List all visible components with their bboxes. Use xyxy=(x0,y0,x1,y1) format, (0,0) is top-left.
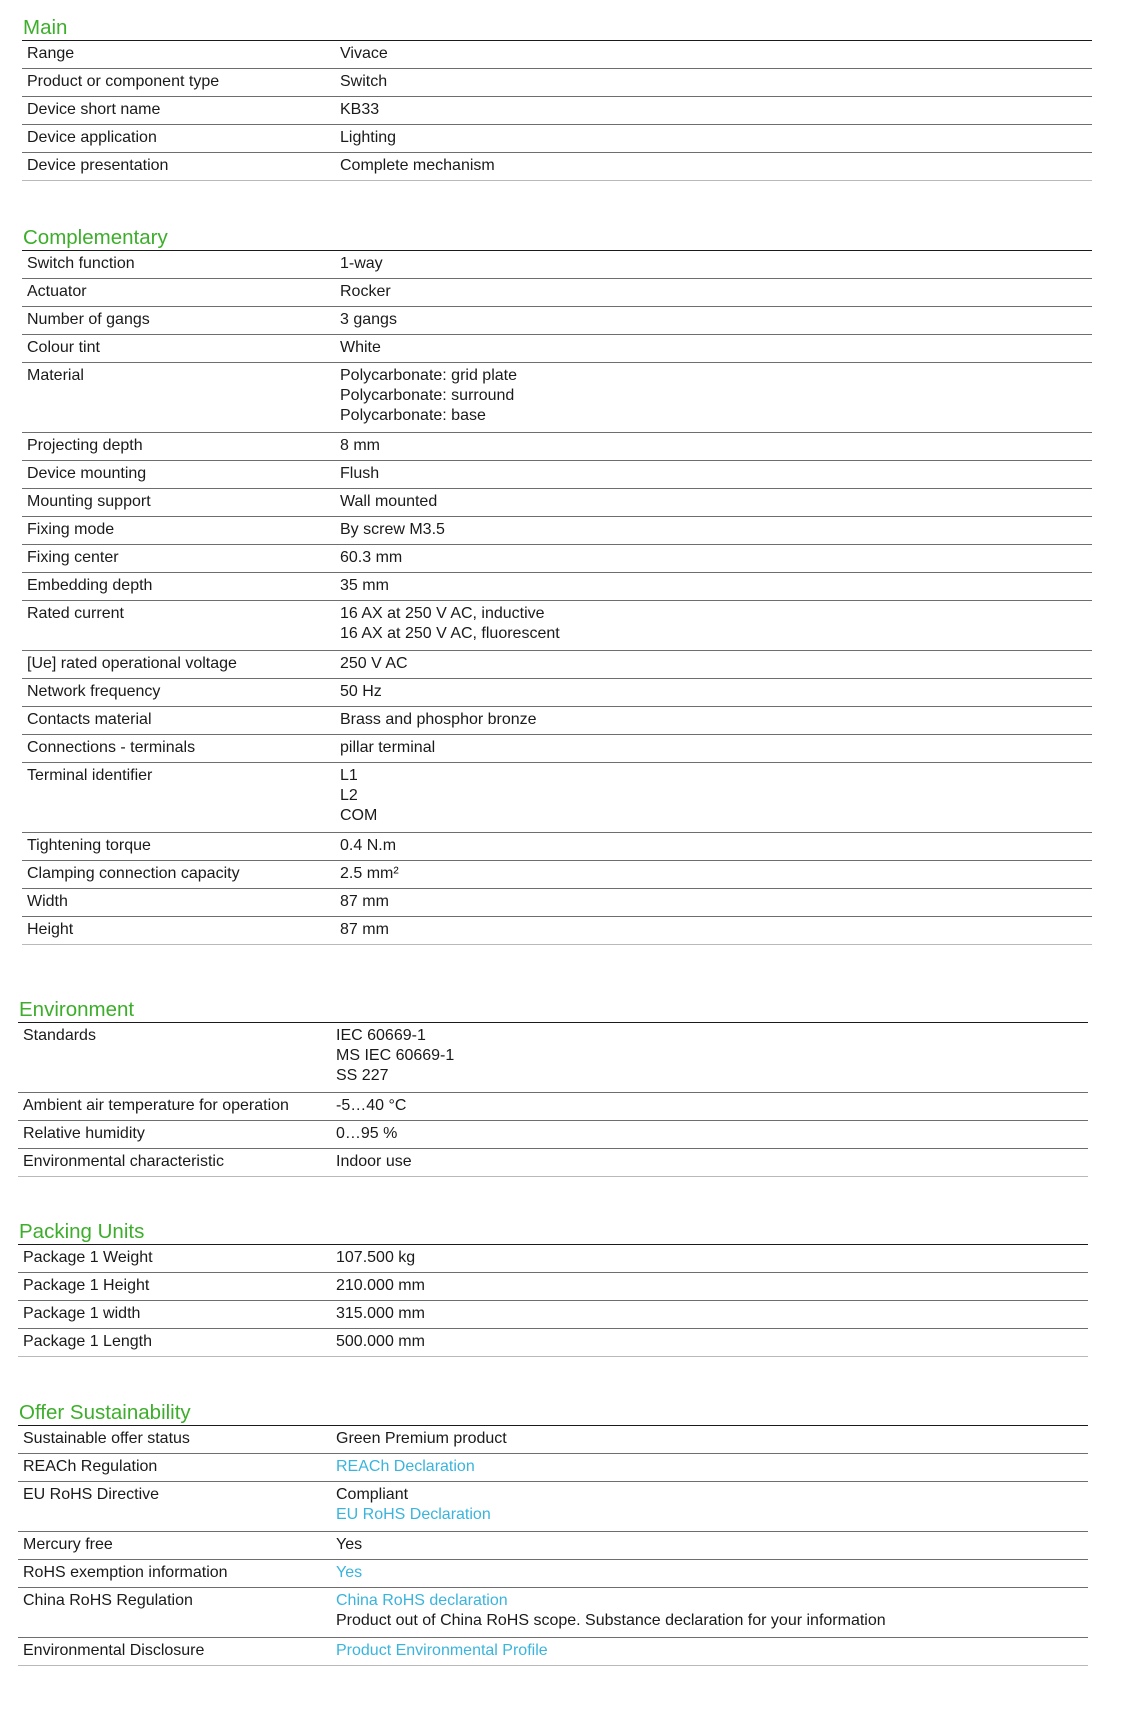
spec-value-text: pillar terminal xyxy=(340,739,436,756)
spec-table xyxy=(22,250,1092,945)
spec-value-text: Indoor use xyxy=(336,1153,412,1170)
spec-value-text: 210.000 mm xyxy=(336,1277,425,1294)
spec-row xyxy=(22,433,1092,461)
spec-value-text: Polycarbonate: grid plate xyxy=(340,367,517,384)
spec-row xyxy=(18,1121,1088,1149)
spec-label: Package 1 Length xyxy=(23,1333,152,1350)
spec-row xyxy=(18,1532,1088,1560)
spec-row xyxy=(22,517,1092,545)
spec-row xyxy=(22,601,1092,651)
spec-value-text: COM xyxy=(340,807,378,824)
spec-value-text: MS IEC 60669-1 xyxy=(336,1047,455,1064)
spec-row xyxy=(18,1638,1088,1666)
spec-value-link[interactable]: EU RoHS Declaration xyxy=(336,1506,491,1523)
spec-value xyxy=(340,461,1092,488)
spec-row xyxy=(18,1301,1088,1329)
section-title: Offer Sustainability xyxy=(19,1401,191,1424)
spec-row xyxy=(18,1329,1088,1357)
spec-value-link[interactable]: Yes xyxy=(336,1564,363,1581)
spec-row xyxy=(18,1560,1088,1588)
spec-label: Network frequency xyxy=(27,683,161,700)
section-title: Environment xyxy=(19,998,135,1021)
section-offer-sustainability xyxy=(18,1401,1088,1666)
spec-label: Actuator xyxy=(27,283,87,300)
spec-value xyxy=(336,1245,1088,1272)
spec-value xyxy=(340,279,1092,306)
spec-value-text: White xyxy=(340,339,381,356)
spec-value xyxy=(340,889,1092,916)
spec-value-text: Wall mounted xyxy=(340,493,438,510)
spec-row xyxy=(22,41,1092,69)
spec-value xyxy=(336,1301,1088,1328)
spec-label: Clamping connection capacity xyxy=(27,865,240,882)
spec-label: Tightening torque xyxy=(27,837,151,854)
spec-value-text: Compliant xyxy=(336,1486,409,1503)
spec-value xyxy=(340,97,1092,124)
spec-label: Standards xyxy=(23,1027,96,1044)
spec-row xyxy=(18,1454,1088,1482)
spec-value-text: 315.000 mm xyxy=(336,1305,425,1322)
spec-value xyxy=(336,1638,1088,1665)
spec-value-text: 0.4 N.m xyxy=(340,837,397,854)
spec-value xyxy=(340,573,1092,600)
spec-value xyxy=(340,307,1092,334)
spec-label: Package 1 Height xyxy=(23,1277,150,1294)
spec-table xyxy=(18,1022,1088,1177)
section-title: Packing Units xyxy=(19,1220,145,1243)
spec-value xyxy=(336,1532,1088,1559)
spec-value xyxy=(336,1273,1088,1300)
spec-value xyxy=(340,651,1092,678)
spec-value-text: Rocker xyxy=(340,283,391,300)
spec-label: RoHS exemption information xyxy=(23,1564,228,1581)
spec-row xyxy=(22,461,1092,489)
spec-row xyxy=(18,1093,1088,1121)
spec-label: [Ue] rated operational voltage xyxy=(27,655,237,672)
spec-label: Height xyxy=(27,921,74,938)
spec-row xyxy=(22,307,1092,335)
spec-value-text: KB33 xyxy=(340,101,380,118)
spec-row xyxy=(18,1482,1088,1532)
spec-value-text: 250 V AC xyxy=(340,655,408,672)
spec-label: Environmental characteristic xyxy=(23,1153,224,1170)
spec-row xyxy=(18,1273,1088,1301)
spec-value-link[interactable]: REACh Declaration xyxy=(336,1458,475,1475)
spec-label: Colour tint xyxy=(27,339,100,356)
spec-value xyxy=(340,833,1092,860)
spec-row xyxy=(22,335,1092,363)
spec-label: Package 1 width xyxy=(23,1305,141,1322)
spec-value xyxy=(336,1121,1088,1148)
spec-label: Ambient air temperature for operation xyxy=(23,1097,289,1114)
spec-value-text: 87 mm xyxy=(340,893,389,910)
spec-row xyxy=(22,125,1092,153)
spec-value xyxy=(336,1560,1088,1587)
spec-label: Device mounting xyxy=(27,465,147,482)
spec-value-text: By screw M3.5 xyxy=(340,521,445,538)
spec-value-text: Product out of China RoHS scope. Substance declaration for your information xyxy=(336,1612,886,1629)
spec-value-text: 60.3 mm xyxy=(340,549,403,566)
spec-row xyxy=(18,1426,1088,1454)
spec-label: Sustainable offer status xyxy=(23,1430,190,1447)
spec-value-text: Vivace xyxy=(340,45,388,62)
spec-value xyxy=(336,1426,1088,1453)
spec-row xyxy=(22,861,1092,889)
spec-value xyxy=(340,489,1092,516)
spec-row xyxy=(22,707,1092,735)
spec-label: Mounting support xyxy=(27,493,151,510)
spec-value-text: Lighting xyxy=(340,129,397,146)
spec-row xyxy=(22,97,1092,125)
spec-value xyxy=(340,545,1092,572)
section-main xyxy=(22,16,1092,181)
spec-value xyxy=(340,861,1092,888)
spec-value-text: -5…40 °C xyxy=(336,1097,407,1114)
spec-value-link[interactable]: Product Environmental Profile xyxy=(336,1642,548,1659)
spec-row xyxy=(22,251,1092,279)
spec-row xyxy=(22,279,1092,307)
spec-value xyxy=(340,707,1092,734)
spec-value xyxy=(340,363,1092,432)
spec-label: Width xyxy=(27,893,68,910)
spec-label: Contacts material xyxy=(27,711,152,728)
spec-label: Fixing mode xyxy=(27,521,115,538)
spec-value xyxy=(340,917,1092,944)
spec-value xyxy=(340,41,1092,68)
spec-label: Range xyxy=(27,45,75,62)
spec-label: Number of gangs xyxy=(27,311,150,328)
spec-value-text: Green Premium product xyxy=(336,1430,507,1447)
spec-row xyxy=(22,489,1092,517)
spec-value-text: Switch xyxy=(340,73,388,90)
spec-table xyxy=(22,40,1092,181)
spec-value-text: 3 gangs xyxy=(340,311,397,328)
spec-value xyxy=(340,679,1092,706)
section-title: Complementary xyxy=(23,226,168,249)
spec-value-text: Polycarbonate: base xyxy=(340,407,486,424)
spec-value-text: 87 mm xyxy=(340,921,389,938)
spec-value xyxy=(340,69,1092,96)
spec-value xyxy=(340,763,1092,832)
spec-label: Rated current xyxy=(27,605,124,622)
spec-row xyxy=(22,679,1092,707)
spec-value-text: Yes xyxy=(336,1536,363,1553)
section-packing-units xyxy=(18,1220,1088,1357)
spec-value-text: Complete mechanism xyxy=(340,157,495,174)
section-complementary xyxy=(22,226,1092,945)
spec-label: Fixing center xyxy=(27,549,119,566)
spec-row xyxy=(22,889,1092,917)
spec-value xyxy=(336,1093,1088,1120)
spec-value-text: IEC 60669-1 xyxy=(336,1027,426,1044)
spec-row xyxy=(22,651,1092,679)
spec-value-text: L2 xyxy=(340,787,358,804)
spec-value xyxy=(340,335,1092,362)
spec-label: REACh Regulation xyxy=(23,1458,158,1475)
spec-value-text: 35 mm xyxy=(340,577,389,594)
spec-label: Package 1 Weight xyxy=(23,1249,153,1266)
spec-value xyxy=(340,433,1092,460)
spec-value xyxy=(340,517,1092,544)
spec-label: Device application xyxy=(27,129,157,146)
spec-value-text: L1 xyxy=(340,767,358,784)
spec-label: Connections - terminals xyxy=(27,739,196,756)
spec-value-text: 500.000 mm xyxy=(336,1333,425,1350)
spec-table xyxy=(18,1244,1088,1357)
spec-row xyxy=(22,917,1092,945)
spec-row xyxy=(22,763,1092,833)
section-environment xyxy=(18,998,1088,1177)
spec-label: EU RoHS Directive xyxy=(23,1486,160,1503)
spec-label: Embedding depth xyxy=(27,577,153,594)
spec-row xyxy=(22,545,1092,573)
spec-label: Material xyxy=(27,367,84,384)
spec-value-text: 2.5 mm² xyxy=(340,865,399,882)
spec-value xyxy=(340,735,1092,762)
spec-row xyxy=(18,1023,1088,1093)
spec-row xyxy=(22,573,1092,601)
spec-value xyxy=(336,1023,1088,1092)
spec-row xyxy=(18,1588,1088,1638)
spec-label: Environmental Disclosure xyxy=(23,1642,205,1659)
section-title: Main xyxy=(23,16,68,39)
spec-row xyxy=(22,735,1092,763)
spec-label: Switch function xyxy=(27,255,135,272)
spec-label: Mercury free xyxy=(23,1536,113,1553)
spec-value xyxy=(340,153,1092,180)
spec-value xyxy=(336,1454,1088,1481)
spec-value xyxy=(340,601,1092,650)
spec-value xyxy=(340,251,1092,278)
spec-value xyxy=(336,1149,1088,1176)
spec-table xyxy=(18,1425,1088,1666)
spec-row xyxy=(22,153,1092,181)
spec-value-text: 107.500 kg xyxy=(336,1249,416,1266)
spec-label: Terminal identifier xyxy=(27,767,153,784)
spec-value-text: 1-way xyxy=(340,255,383,272)
spec-row xyxy=(22,363,1092,433)
spec-value-text: Flush xyxy=(340,465,380,482)
spec-label: Relative humidity xyxy=(23,1125,145,1142)
spec-value-text: SS 227 xyxy=(336,1067,389,1084)
spec-value-link[interactable]: China RoHS declaration xyxy=(336,1592,508,1609)
spec-value xyxy=(336,1329,1088,1356)
spec-value xyxy=(336,1588,1088,1637)
spec-label: China RoHS Regulation xyxy=(23,1592,193,1609)
spec-value-text: Polycarbonate: surround xyxy=(340,387,515,404)
spec-label: Product or component type xyxy=(27,73,220,90)
spec-value-text: 0…95 % xyxy=(336,1125,398,1142)
spec-value-text: 50 Hz xyxy=(340,683,382,700)
spec-value-text: 8 mm xyxy=(340,437,380,454)
spec-value-text: 16 AX at 250 V AC, fluorescent xyxy=(340,625,560,642)
spec-value-text: Brass and phosphor bronze xyxy=(340,711,537,728)
spec-row xyxy=(22,69,1092,97)
spec-value xyxy=(336,1482,1088,1531)
spec-value-text: 16 AX at 250 V AC, inductive xyxy=(340,605,545,622)
spec-row xyxy=(22,833,1092,861)
spec-label: Device short name xyxy=(27,101,161,118)
spec-label: Projecting depth xyxy=(27,437,143,454)
spec-row xyxy=(18,1245,1088,1273)
spec-row xyxy=(18,1149,1088,1177)
spec-label: Device presentation xyxy=(27,157,169,174)
spec-value xyxy=(340,125,1092,152)
